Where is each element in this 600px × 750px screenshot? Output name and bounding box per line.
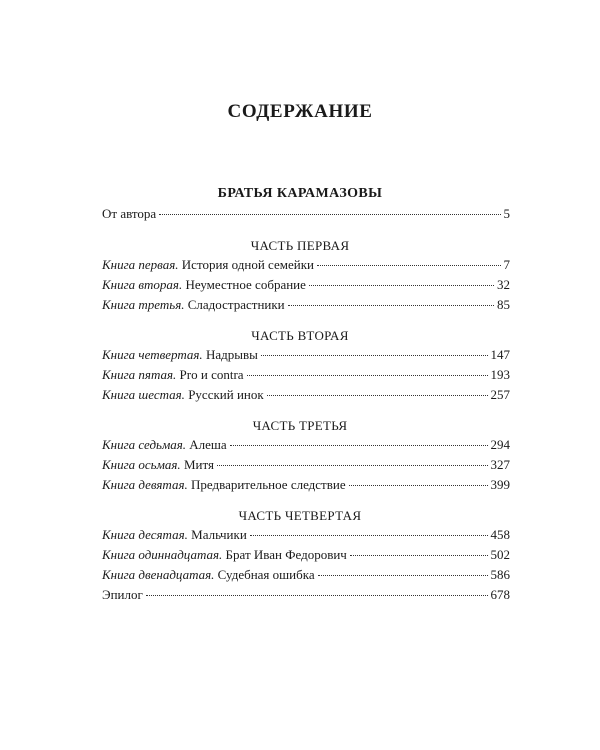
toc-entry xyxy=(102,256,510,274)
dot-leader xyxy=(230,444,488,446)
toc-entry xyxy=(102,566,510,584)
toc-page-number: 327 xyxy=(490,457,510,472)
toc-page-number: 257 xyxy=(490,387,510,402)
toc-page-number: 294 xyxy=(490,437,510,452)
dot-leader xyxy=(317,264,501,266)
dot-leader xyxy=(261,354,488,356)
part-heading: ЧАСТЬ ПЕРВАЯ xyxy=(250,238,350,253)
dot-leader xyxy=(217,464,488,466)
toc-entry xyxy=(102,366,510,384)
book-name: Pro и contra xyxy=(179,367,244,382)
dot-leader xyxy=(247,374,488,376)
dot-leader xyxy=(267,394,488,396)
toc-page-number: 193 xyxy=(490,367,510,382)
toc-entry xyxy=(102,436,510,454)
book-number: Книга одиннадцатая. xyxy=(102,547,223,562)
book-name: Сладострастники xyxy=(187,297,285,312)
book-name: Брат Иван Федорович xyxy=(225,547,347,562)
book-number: Книга шестая. xyxy=(102,387,185,402)
book-name: Русский инок xyxy=(188,387,264,402)
book-name: Алеша xyxy=(189,437,227,452)
book-number: Книга десятая. xyxy=(102,527,188,542)
dot-leader xyxy=(350,554,488,556)
toc-page-number: 458 xyxy=(490,527,510,542)
toc-entry-label: От автора xyxy=(102,206,157,221)
toc-entry xyxy=(102,386,510,404)
book-number: Книга двенадцатая. xyxy=(102,567,215,582)
toc-entry xyxy=(102,276,510,294)
toc-entry xyxy=(102,296,510,314)
dot-leader xyxy=(146,594,488,596)
book-name: История одной семейки xyxy=(181,257,314,272)
book-name: Неуместное собрание xyxy=(185,277,306,292)
toc-entry xyxy=(102,456,510,474)
book-name: Надрывы xyxy=(205,347,258,362)
toc-entry xyxy=(102,526,510,544)
book-number: Книга первая. xyxy=(102,257,179,272)
toc-entry xyxy=(102,346,510,364)
dot-leader xyxy=(288,304,494,306)
dot-leader xyxy=(309,284,494,286)
book-number: Книга седьмая. xyxy=(102,437,187,452)
toc-page-number: 7 xyxy=(503,257,510,272)
dot-leader xyxy=(318,574,488,576)
part-heading: ЧАСТЬ ТРЕТЬЯ xyxy=(252,418,348,433)
toc-entry-epilogue xyxy=(102,586,510,604)
book-number: Книга осьмая. xyxy=(102,457,181,472)
book-number: Книга третья. xyxy=(102,297,185,312)
book-name: Предварительное следствие xyxy=(191,477,346,492)
part-heading: ЧАСТЬ ЧЕТВЕРТАЯ xyxy=(238,508,362,523)
toc-entry-label: Эпилог xyxy=(102,587,143,602)
book-number: Книга девятая. xyxy=(102,477,188,492)
toc-page-number: 502 xyxy=(490,547,510,562)
toc-entry xyxy=(102,546,510,564)
toc-page-number: 147 xyxy=(490,347,510,362)
toc-page-number: 399 xyxy=(490,477,510,492)
book-number: Книга вторая. xyxy=(102,277,183,292)
page-title: СОДЕРЖАНИЕ xyxy=(227,101,373,122)
dot-leader xyxy=(159,213,500,215)
book-name: Мальчики xyxy=(191,527,247,542)
toc-page-number: 5 xyxy=(503,206,510,221)
book-name: Митя xyxy=(183,457,214,472)
dot-leader xyxy=(250,534,488,536)
toc-entry xyxy=(102,476,510,494)
part-heading: ЧАСТЬ ВТОРАЯ xyxy=(251,328,349,343)
toc-page-number: 32 xyxy=(497,277,510,292)
book-number: Книга пятая. xyxy=(102,367,177,382)
book-number: Книга четвертая. xyxy=(102,347,203,362)
toc-entry-preface xyxy=(102,205,510,223)
dot-leader xyxy=(349,484,488,486)
toc-page-number: 586 xyxy=(490,567,510,582)
book-title: БРАТЬЯ КАРАМАЗОВЫ xyxy=(217,186,383,201)
toc-page-number: 85 xyxy=(497,297,510,312)
toc-page-number: 678 xyxy=(490,587,510,602)
book-name: Судебная ошибка xyxy=(217,567,315,582)
